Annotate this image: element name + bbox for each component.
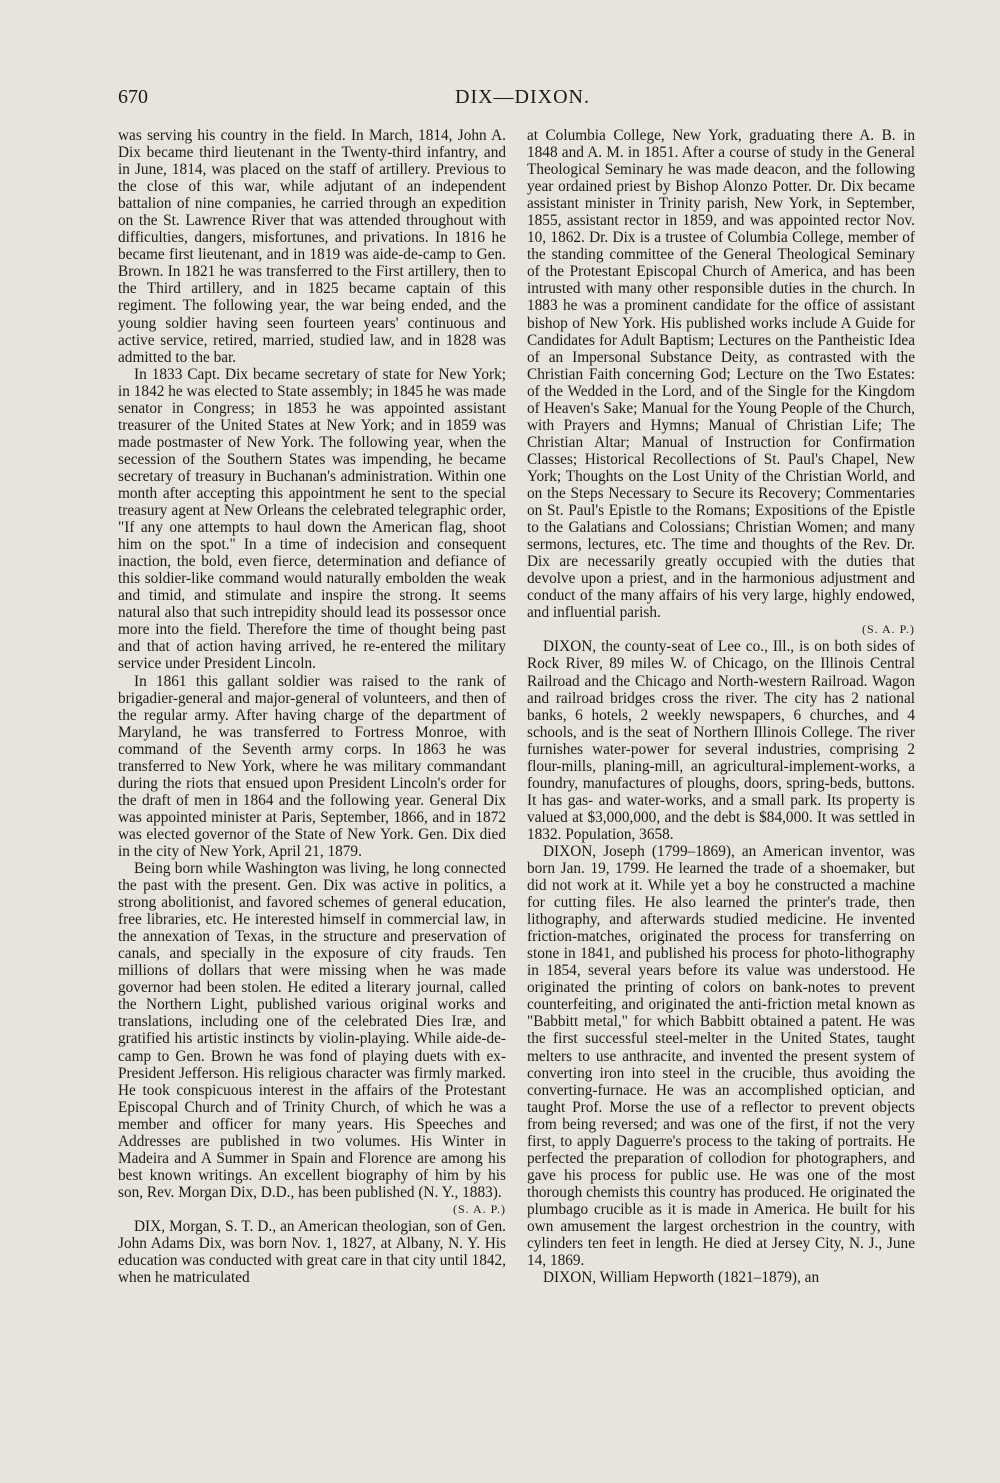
left-column (118, 127, 506, 1286)
running-title: DIX—DIXON. (455, 86, 590, 108)
page-number: 670 (118, 86, 148, 108)
entry-dix-morgan: DIX, Morgan, S. T. D., an American theologian, son of Gen. John Adams Dix, was born Nov. 1, 1827, at Albany, N. Y. His education was conducted with great care in that city until 1842, when he matriculated (118, 1218, 506, 1287)
author-signature: (S. A. P.) (861, 622, 915, 637)
right-column (527, 127, 915, 1286)
paragraph-dix-early-career: was serving his country in the field. In March, 1814, John A. Dix became third lieutenant in the Twenty-third infantry, and in June, 1814, was placed on the staff of artillery. Previous to the close of this war, while adjutant of an independent battalion of nine companies, he carried through an expedition on the St. Lawrence River that was attended throughout with difficulties, dangers, misfortunes, and privations. In 1816 he became first lieutenant, and in 1819 was aide-de-camp to Gen. Brown. In 1821 he was transferred to the First artillery, then to the Third artillery, and in 1825 became captain of this regiment. The following year, the war being ended, and the young soldier having seen fourteen years' continuous and active service, retired, married, studied law, and in 1828 was admitted to the bar. (118, 127, 506, 366)
paragraph-dix-political-career: In 1833 Capt. Dix became secretary of state for New York; in 1842 he was elected to State assembly; in 1845 he was made senator in Congress; in 1853 he was appointed assistant treasurer of the United States at New York; and in 1859 was made postmaster of New York. The following year, when the secession of the Southern States was impending, he became secretary of treasury in Buchanan's administration. Within one month after accepting this appointment he sent to the special treasury agent at New Orleans the celebrated telegraphic order, "If any one attempts to haul down the American flag, shoot him on the spot." In a time of indecision and consequent inaction, the bold, even fierce, determination and defiance of this soldier-like command would naturally embolden the weak and timid, and stimulate and inspire the strong. It seems natural also that such intrepidity should lead its possessor once more into the field. Therefore the time of thought being past and that of action having arrived, he re-entered the military service under President Lincoln. (118, 365, 506, 673)
author-signature: (S. A. P.) (452, 1201, 506, 1216)
entry-dixon-joseph: DIXON, Joseph (1799–1869), an American inventor, was born Jan. 19, 1799. He learned the trade of a shoemaker, but did not work at it. While yet a boy he constructed a machine for cutting files. He also learned the printer's trade, then lithography, and afterwards studied medicine. He invented friction-matches, originated the process for transferring on stone in 1841, and published his process for photo-lithography in 1854, several years before its value was understood. He originated the printing of colors on bank-notes to prevent counterfeiting, and originated the anti-friction metal known as "Babbitt metal," for which Babbitt obtained a patent. He was the first successful steel-melter in the United States, taught melters to use anthracite, and invented the present system of converting iron into steel in the crucible, thus avoiding the converting-furnace. He was an accomplished optician, and taught Prof. Morse the use of a reflector to prevent objects from being reversed; and was one of the first, if not the very first, to apply Daguerre's process to the taking of portraits. He perfected the preparation of collodion for photographers, and gave his process for public use. He was one of the most thorough chemists this country has produced. He originated the plumbago crucible as it is made in America. He built for his own amusement the largest orchestrion in the country, with cylinders ten feet in length. He died at Jersey City, N. J., June 14, 1869. (527, 842, 915, 1270)
entry-dixon-william-hepworth: DIXON, William Hepworth (1821–1879), an (543, 1269, 820, 1287)
paragraph-dix-character: Being born while Washington was living, he long connected the past with the present. Gen. Dix was active in politics, a strong abolitionist, and favored schemes of general education, free libraries, etc. He interested himself in commercial law, in the annexation of Texas, in the structure and preservation of canals, and specially in the exposure of city frauds. Ten millions of dollars that were missing when he was made governor had been stolen. He edited a literary journal, called the Northern Light, published various original works and translations, including one of the celebrated Dies Iræ, and gratified his artistic instincts by violin-playing. While aide-de-camp to Gen. Brown he was fond of playing duets with ex-President Jefferson. His religious character was firmly marked. He took conspicuous interest in the affairs of the Protestant Episcopal Church and of Trinity Church, of which he was a member and officer for many years. His Speeches and Addresses are published in two volumes. His Winter in Madeira and A Summer in Spain and Florence are among his best known writings. An excellent biography of him by his son, Rev. Morgan Dix, D.D., has been published (N. Y., 1883). (118, 860, 506, 1201)
paragraph-dix-civil-war: In 1861 this gallant soldier was raised to the rank of brigadier-general and major-general of volunteers, and then of the regular army. After having charge of the department of Maryland, he was transferred to Fortress Monroe, with command of the Seventh army corps. In 1863 he was transferred to New York, where he was military commandant during the riots that ensued upon President Lincoln's order for the draft of men in 1864 and the following year. General Dix was appointed minister at Paris, September, 1866, and in 1872 was elected governor of the State of New York. Gen. Dix died in the city of New York, April 21, 1879. (118, 672, 506, 860)
entry-dixon-illinois: DIXON, the county-seat of Lee co., Ill., is on both sides of Rock River, 89 miles W. of Chicago, on the Illinois Central Railroad and the Chicago and North-western Railroad. Wagon and railroad bridges cross the river. The city has 2 national banks, 6 hotels, 2 weekly newspapers, 6 churches, and 4 schools, and is the seat of Northern Illinois College. The river furnishes water-power for several industries, comprising 2 flour-mills, planing-mill, an agricultural-implement-works, a foundry, manufactures of ploughs, doors, spring-beds, buttons. It has gas- and water-works, and a small park. Its property is valued at $3,000,000, and the debt is $84,000. It was settled in 1832. Population, 3658. (527, 638, 915, 843)
paragraph-morgan-dix-continued: at Columbia College, New York, graduating there A. B. in 1848 and A. M. in 1851. After a course of study in the General Theological Seminary he was made deacon, and the following year ordained priest by Bishop Alonzo Potter. Dr. Dix became assistant minister in Trinity parish, New York, in September, 1855, assistant rector in 1859, and was appointed rector Nov. 10, 1862. Dr. Dix is a trustee of Columbia College, member of the standing committee of the General Theological Seminary of the Protestant Episcopal Church of America, and has been intrusted with many other responsible duties in the church. In 1883 he was a prominent candidate for the office of assistant bishop of New York. His published works include A Guide for Candidates for Adult Baptism; Lectures on the Pantheistic Idea of an Impersonal Substance Deity, as contrasted with the Christian Faith concerning God; Lecture on the Two Estates: of the Wedded in the Lord, and of the Single for the Kingdom of Heaven's Sake; Manual for the Young People of the Church, with Prayers and Hymns; Manual of Christian Life; The Christian Altar; Manual of Instruction for Confirmation Classes; Historical Recollections of St. Paul's Chapel, New York; Thoughts on the Lost Unity of the Christian World, and on the Steps Necessary to Secure its Recovery; Commentaries on St. Paul's Epistle to the Romans; Expositions of the Epistle to the Galatians and Colossians; Christian Women; and many sermons, lectures, etc. The time and thoughts of the Rev. Dr. Dix are necessarily greatly occupied with the duties that devolve upon a priest, and in the harmonious adjustment and conduct of the many affairs of his very large, highly endowed, and influential parish. (527, 127, 915, 622)
